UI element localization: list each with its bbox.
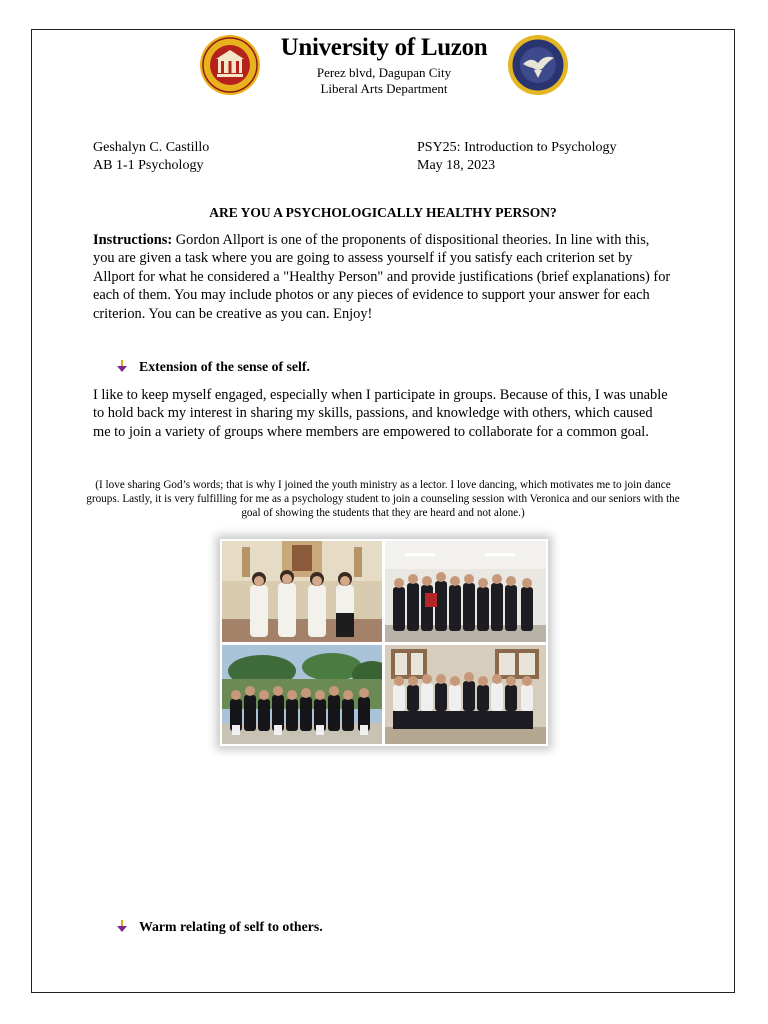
instructions-label: Instructions: [93, 232, 173, 248]
section-heading-text: Extension of the sense of self. [139, 359, 310, 374]
instructions-text: Gordon Allport is one of the proponents of dispositional theories. In line with this, you are given a task where you are going to assess yourself if you satisfy each criterion set by Allport for what he considered a "Healthy Person" and provide justifications (brief explanations) for each of them. You may include photos or any pieces of evidence to support your answer for each criterion. You can be creative as you can. Enjoy! [93, 232, 671, 322]
university-address: Perez blvd, Dagupan City [316, 65, 452, 80]
photo-outdoor-group [222, 645, 382, 744]
section-heading [115, 359, 310, 375]
photo-counseling-group [385, 645, 546, 744]
photo-dance-group-indoor [385, 541, 546, 642]
photo-collage [220, 539, 548, 746]
course-title: PSY25: Introduction to Psychology [417, 140, 617, 155]
submission-date: May 18, 2023 [417, 158, 496, 173]
university-name: University of Luzon [280, 34, 488, 61]
student-name: Geshalyn C. Castillo [93, 140, 210, 155]
photo-youth-ministry [222, 541, 382, 642]
bullet-arrow-icon [115, 359, 129, 373]
section-heading [115, 919, 323, 935]
section-heading-text: Warm relating of self to others. [139, 919, 323, 934]
document-title: ARE YOU A PSYCHOLOGICALLY HEALTHY PERSON? [209, 205, 557, 220]
liberal-arts-seal-icon [507, 34, 569, 96]
instructions-paragraph [93, 231, 673, 323]
section-body: I like to keep myself engaged, especially when I participate in groups. Because of this, I was unable to hold back my interest in sharing my skills, passions, and knowledge with others, which caused me to join a variety of groups where members are empowered to collaborate for a common goal. [93, 387, 668, 440]
student-section: AB 1-1 Psychology [93, 158, 204, 173]
department-name: Liberal Arts Department [320, 81, 448, 96]
bullet-arrow-icon [115, 919, 129, 933]
photo-caption: (I love sharing God’s words; that is why I joined the youth ministry as a lector. I love dancing, which motivates me to join dance groups. Lastly, it is very fulfilling for me as a psychology student to join a counseling session with Veronica and our seniors with the goal of showing the students that they are heard and not alone.) [86, 479, 680, 520]
university-of-luzon-seal-icon [199, 34, 261, 96]
